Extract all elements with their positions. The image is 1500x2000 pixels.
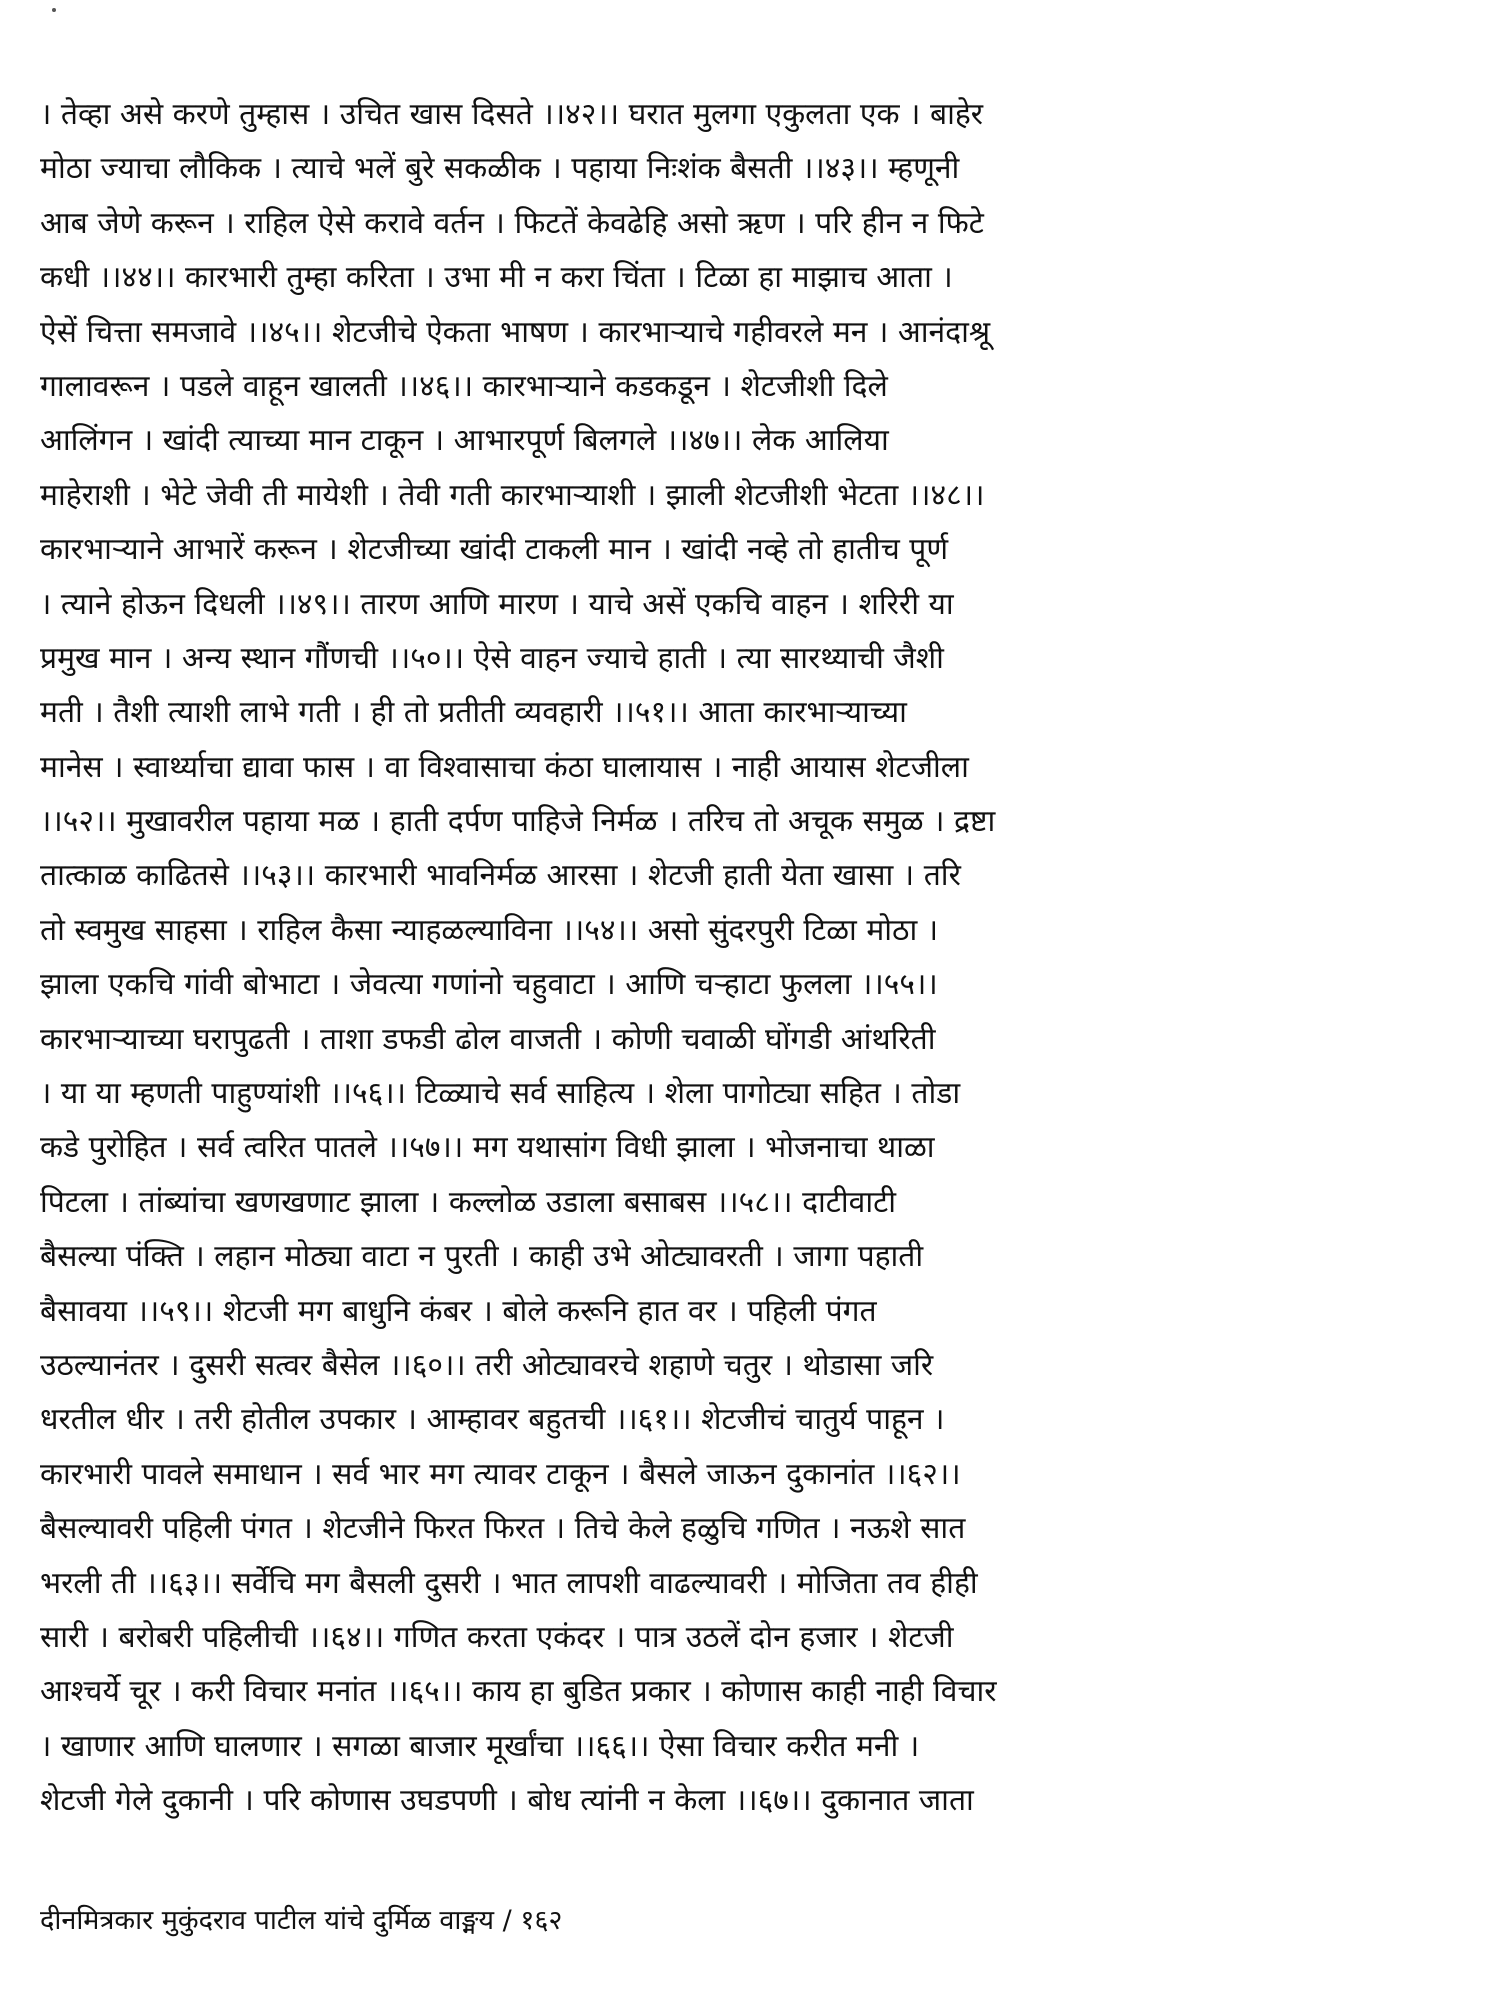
text-line: बैसल्या पंक्ति । लहान मोठ्या वाटा न पुरती । काही उभे ओट्यावरती । जागा पहाती	[40, 1239, 924, 1275]
text-line: ऐसें चित्ता समजावे ।।४५।। शेटजीचे ऐकता भाषण । कारभाऱ्याचे गहीवरले मन । आनंदाश्रू	[40, 314, 991, 350]
text-line: प्रमुख मान । अन्य स्थान गौंणची ।।५०।। ऐसे वाहन ज्याचे हाती । त्या सारथ्याची जैशी	[40, 640, 944, 676]
text-line: तात्काळ काढितसे ।।५३।। कारभारी भावनिर्मळ आरसा । शेटजी हाती येता खासा । तरि	[40, 858, 961, 894]
text-line: पिटला । तांब्यांचा खणखणाट झाला । कल्लोळ उडाला बसाबस ।।५८।। दाटीवाटी	[40, 1184, 897, 1220]
text-line: उठल्यानंतर । दुसरी सत्वर बैसेल ।।६०।। तरी ओट्यावरचे शहाणे चतुर । थोडासा जरि	[40, 1347, 934, 1383]
text-line: तो स्वमुख साहसा । राहिल कैसा न्याहळल्याविना ।।५४।। असो सुंदरपुरी टिळा मोठा ।	[40, 912, 939, 948]
text-line: कधी ।।४४।। कारभारी तुम्हा करिता । उभा मी न करा चिंता । टिळा हा माझाच आता ।	[40, 260, 953, 296]
text-line: मोठा ज्याचा लौकिक । त्याचे भलें बुरे सकळीक । पहाया निःशंक बैसती ।।४३।। म्हणूनी	[40, 151, 960, 187]
text-line: मानेस । स्वार्थ्याचा द्यावा फास । वा विश्वासाचा कंठा घालायास । नाही आयास शेटजीला	[40, 749, 969, 785]
page-footer: दीनमित्रकार मुकुंदराव पाटील यांचे दुर्मिळ वाङ्मय / १६२	[40, 1905, 563, 1936]
text-line: सारी । बरोबरी पहिलीची ।।६४।। गणित करता एकंदर । पात्र उठलें दोन हजार । शेटजी	[40, 1619, 954, 1655]
text-line: । त्याने होऊन दिधली ।।४९।। तारण आणि मारण । याचे असें एकचि वाहन । शरिरी या	[40, 586, 954, 622]
text-line: मती । तैशी त्याशी लाभे गती । ही तो प्रतीती व्यवहारी ।।५१।। आता कारभाऱ्याच्या	[40, 695, 907, 731]
text-line: कडे पुरोहित । सर्व त्वरित पातले ।।५७।। मग यथासांग विधी झाला । भोजनाचा थाळा	[40, 1130, 935, 1166]
text-line: कारभाऱ्याच्या घरापुढती । ताशा डफडी ढोल वाजती । कोणी चवाळी घोंगडी आंथरिती	[40, 1021, 936, 1057]
text-line: आलिंगन । खांदी त्याच्या मान टाकून । आभारपूर्ण बिलगले ।।४७।। लेक आलिया	[40, 423, 889, 459]
text-line: माहेराशी । भेटे जेवी ती मायेशी । तेवी गती कारभाऱ्याशी । झाली शेटजीशी भेटता ।।४८।।	[40, 477, 985, 513]
text-line: धरतील धीर । तरी होतील उपकार । आम्हावर बहुतची ।।६१।। शेटजीचं चातुर्य पाहून ।	[40, 1402, 945, 1438]
text-line: बैसल्यावरी पहिली पंगत । शेटजीने फिरत फिरत । तिचे केले हळुचि गणित । नऊशे सात	[40, 1511, 966, 1547]
text-line: बैसावया ।।५९।। शेटजी मग बाधुनि कंबर । बोले करूनि हात वर । पहिली पंगत	[40, 1293, 877, 1329]
verse-text-block	[40, 88, 1470, 1829]
text-line: कारभाऱ्याने आभारें करून । शेटजीच्या खांदी टाकली मान । खांदी नव्हे तो हातीच पूर्ण	[40, 532, 949, 568]
text-line: झाला एकचि गांवी बोभाटा । जेवत्या गणांनो चहुवाटा । आणि चऱ्हाटा फुलला ।।५५।।	[40, 967, 938, 1003]
text-line: शेटजी गेले दुकानी । परि कोणास उघडपणी । बोध त्यांनी न केला ।।६७।। दुकानात जाता	[40, 1783, 974, 1819]
text-line: भरली ती ।।६३।। सर्वेचि मग बैसली दुसरी । भात लापशी वाढल्यावरी । मोजिता तव हीही	[40, 1565, 978, 1601]
scan-speck	[52, 8, 56, 12]
text-line: । खाणार आणि घालणार । सगळा बाजार मूर्खांचा ।।६६।। ऐसा विचार करीत मनी ।	[40, 1728, 920, 1764]
text-line: । या या म्हणती पाहुण्यांशी ।।५६।। टिळ्याचे सर्व साहित्य । शेला पागोट्या सहित । तोडा	[40, 1076, 961, 1112]
text-line: आब जेणे करून । राहिल ऐसे करावे वर्तन । फिटतें केवढेहि असो ऋण । परि हीन न फिटे	[40, 205, 984, 241]
text-line: । तेव्हा असे करणे तुम्हास । उचित खास दिसते ।।४२।। घरात मुलगा एकुलता एक । बाहेर	[40, 97, 984, 132]
text-line: गालावरून । पडले वाहून खालती ।।४६।। कारभाऱ्याने कडकडून । शेटजीशी दिले	[40, 368, 888, 404]
text-line: कारभारी पावले समाधान । सर्व भार मग त्यावर टाकून । बैसले जाऊन दुकानांत ।।६२।।	[40, 1456, 961, 1492]
text-line: आश्चर्ये चूर । करी विचार मनांत ।।६५।। काय हा बुडित प्रकार । कोणास काही नाही विचार	[40, 1674, 997, 1710]
text-line: ।।५२।। मुखावरील पहाया मळ । हाती दर्पण पाहिजे निर्मळ । तरिच तो अचूक समुळ । द्रष्टा	[40, 804, 996, 840]
